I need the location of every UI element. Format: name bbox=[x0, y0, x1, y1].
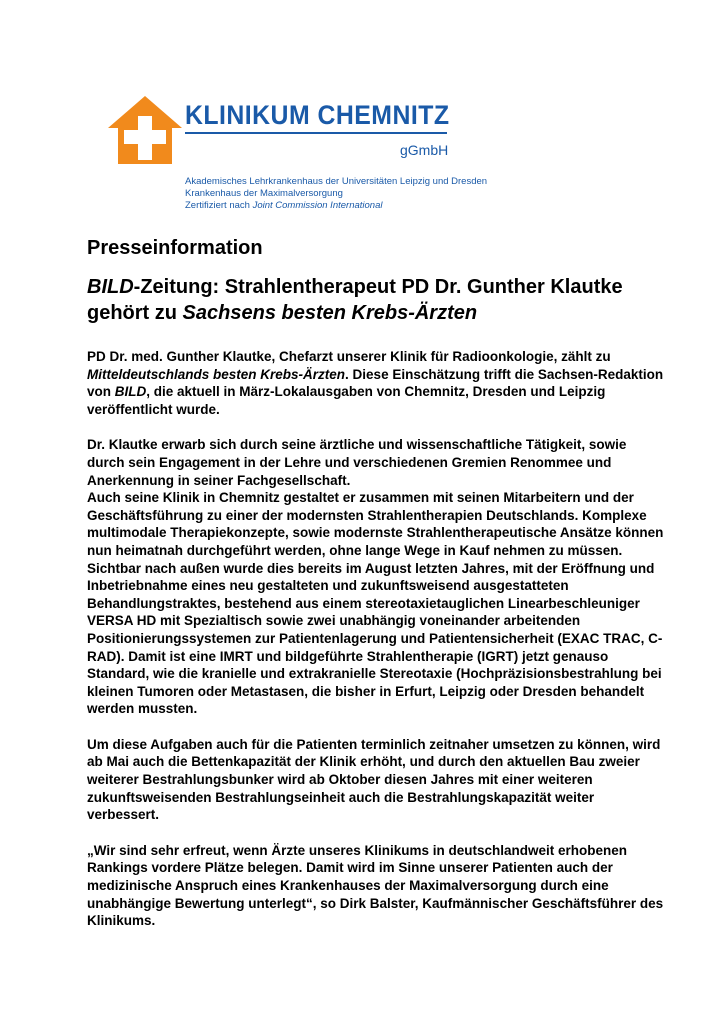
tagline-line-2: Krankenhaus der Maximalversorgung bbox=[185, 188, 343, 199]
tagline-line-3 bbox=[185, 200, 487, 212]
intro-paragraph bbox=[87, 348, 667, 418]
paragraph-4-quote: „Wir sind sehr erfreut, wenn Ärzte unseres Klinikums in deutschlandweit erhobenen Rankings vordere Plätze belegen. Damit wird im Sinne unserer Patienten auch der medizinische Anspruch eines Krankenhauses der Maximalversorgung durch eine unabhängige Bewertung unterlegt“, so Dirk Balster, Kaufmännischer Geschäftsführer des Klinikums. bbox=[87, 842, 664, 929]
logo-tagline bbox=[185, 176, 487, 212]
paragraph-3: Um diese Aufgaben auch für die Patienten terminlich zeitnaher umsetzen zu können, wird ab Mai auch die Bettenkapazität der Klinik erhöht, und durch den aktuellen Bau zweier weiterer Bestrahlungsbunker wird ab Oktober diesen Jahres mit einer weiteren zukunftsweisenden Bestrahlungseinheit auch die Bestrahlungskapazität weiter verbessert. bbox=[87, 736, 661, 823]
house-cross-icon bbox=[106, 94, 184, 172]
headline-main: -Zeitung: Strahlentherapeut PD Dr. Gunther Klautke gehört zu bbox=[87, 276, 623, 324]
section-title: Presseinformation bbox=[87, 237, 263, 259]
tagline-line-1: Akademisches Lehrkrankenhaus der Universitäten Leipzig und Dresden bbox=[185, 176, 488, 187]
headline bbox=[87, 274, 667, 326]
tagline-line-3-prefix: Zertifiziert nach bbox=[185, 200, 253, 211]
intro-text-1: PD Dr. med. Gunther Klautke, Chefarzt unserer Klinik für Radioonkologie, zählt zu bbox=[87, 349, 611, 364]
headline-emphasis: Sachsens besten Krebs-Ärzten bbox=[182, 302, 478, 324]
logo-underline bbox=[185, 132, 447, 134]
intro-text-5: , die aktuell in März-Lokalausgaben von Chemnitz, Dresden und Leipzig veröffentlicht wurde. bbox=[87, 384, 606, 417]
intro-text-3: . Diese Einschätzung trifft die Sachsen-Redaktion von bbox=[87, 366, 664, 400]
logo-title: KLINIKUM CHEMNITZ bbox=[185, 100, 450, 130]
logo-suffix: gGmbH bbox=[400, 142, 449, 158]
intro-text-4: BILD bbox=[114, 384, 147, 400]
headline-bild: BILD bbox=[87, 276, 134, 298]
klinikum-logo bbox=[106, 94, 488, 214]
paragraph-2a: Dr. Klautke erwarb sich durch seine ärztliche und wissenschaftliche Tätigkeit, sowie durch sein Engagement in der Lehre und verschiedenen Gremien Renommee und Anerkennung in seiner Fachgesellschaft. bbox=[87, 437, 627, 488]
tagline-line-3-italic: Joint Commission International bbox=[252, 200, 383, 211]
press-release-body bbox=[87, 236, 667, 930]
intro-text-2: Mitteldeutschlands besten Krebs-Ärzten bbox=[87, 366, 346, 382]
paragraph-2b: Auch seine Klinik in Chemnitz gestaltet er zusammen mit seinen Mitarbeitern und der Geschäftsführung zu einer der modernsten Strahlentherapien Deutschlands. Komplexe multimodale Therapiekonzepte, sowie modernste Strahlentherapeutische Ansätze können nun heimatnah durchgeführt werden, ohne lange Wege in Kauf nehmen zu müssen. Sichtbar nach außen wurde dies bereits im August letzten Jahres, mit der Eröffnung und Inbetriebnahme eines neu gestalteten und zukunftsweisend ausgestatteten Behandlungstraktes, bestehend aus einem stereotaxietauglichen Linearbeschleuniger VERSA HD mit Spezialtisch sowie zwei unabhängig voneinander arbeitenden Positionierungssystemen zur Patientenlagerung und Patientensicherheit (EXAC TRAC, C-RAD). Damit ist eine IMRT und bildgeführte Strahlentherapie (IGRT) jetzt genauso Standard, wie die kranielle und extrakranielle Stereotaxie (Hochpräzisionsbestrahlung bei kleinen Tumoren oder Metastasen, die bisher in Erfurt, Leipzig oder Dresden behandelt werden mussten. bbox=[87, 490, 664, 717]
